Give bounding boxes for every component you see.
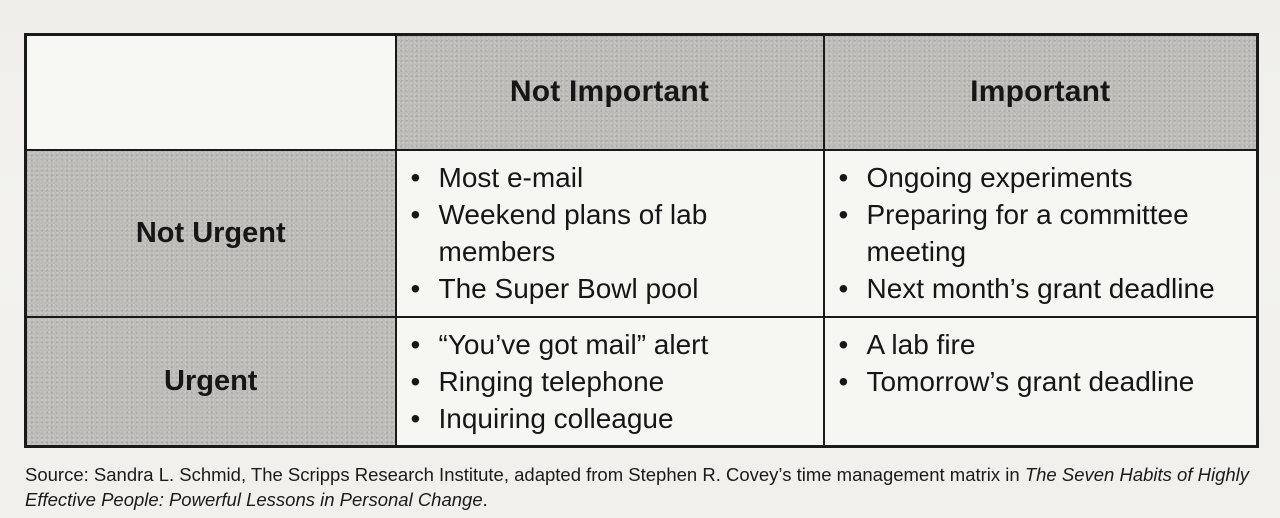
list-item <box>409 400 817 437</box>
list-item-text: “You’ve got mail” alert <box>438 328 709 360</box>
list-item-text: The Super Bowl pool <box>438 272 699 304</box>
bullet-icon: • <box>838 161 849 193</box>
list-item <box>837 326 1251 363</box>
list-item-text: A lab fire <box>866 328 976 360</box>
bullet-icon: • <box>838 272 849 304</box>
list-item <box>409 159 817 196</box>
list-item <box>837 270 1251 307</box>
row-urgent <box>26 317 1258 447</box>
list-item <box>837 363 1251 400</box>
list-item-text: Tomorrow’s grant deadline <box>866 365 1195 397</box>
list-item-text: Ringing telephone <box>438 365 665 397</box>
row-header-not-urgent: Not Urgent <box>26 150 396 317</box>
bullet-icon: • <box>410 198 421 230</box>
list-item-text: Next month’s grant deadline <box>866 272 1215 304</box>
cell-urgent-not-important <box>396 317 824 447</box>
bullet-icon: • <box>410 365 421 397</box>
list-item <box>837 196 1251 270</box>
list-item <box>837 159 1251 196</box>
book-title: The Seven Habits of Highly Effective People: Powerful Lessons in Personal Change <box>25 464 1250 510</box>
list-item-text: Preparing for a committee meeting <box>866 198 1189 267</box>
list-item <box>409 363 817 400</box>
time-management-matrix <box>24 33 1259 448</box>
bullet-icon: • <box>410 272 421 304</box>
item-list <box>397 318 823 437</box>
item-list <box>825 318 1257 400</box>
header-row <box>26 35 1258 150</box>
list-item-text: Weekend plans of lab members <box>438 198 708 267</box>
caption-suffix: . <box>482 489 488 510</box>
list-item-text: Most e-mail <box>438 161 584 193</box>
source-caption <box>25 462 1255 512</box>
col-header-not-important: Not Important <box>396 35 824 150</box>
item-list <box>825 151 1257 307</box>
bullet-icon: • <box>838 328 849 360</box>
col-header-important: Important <box>824 35 1258 150</box>
cell-not-urgent-important <box>824 150 1258 317</box>
list-item <box>409 270 817 307</box>
bullet-icon: • <box>838 198 849 230</box>
bullet-icon: • <box>410 402 421 434</box>
cell-not-urgent-not-important <box>396 150 824 317</box>
caption-prefix: Source: Sandra L. Schmid, The Scripps Research Institute, adapted from Stephen R. Covey’s time management matrix in <box>25 464 1025 485</box>
item-list <box>397 151 823 307</box>
corner-cell <box>26 35 396 150</box>
bullet-icon: • <box>838 365 849 397</box>
row-header-urgent: Urgent <box>26 317 396 447</box>
list-item <box>409 196 817 270</box>
cell-urgent-important <box>824 317 1258 447</box>
row-not-urgent <box>26 150 1258 317</box>
list-item <box>409 326 817 363</box>
list-item-text: Ongoing experiments <box>866 161 1133 193</box>
bullet-icon: • <box>410 161 421 193</box>
bullet-icon: • <box>410 328 421 360</box>
list-item-text: Inquiring colleague <box>438 402 674 434</box>
